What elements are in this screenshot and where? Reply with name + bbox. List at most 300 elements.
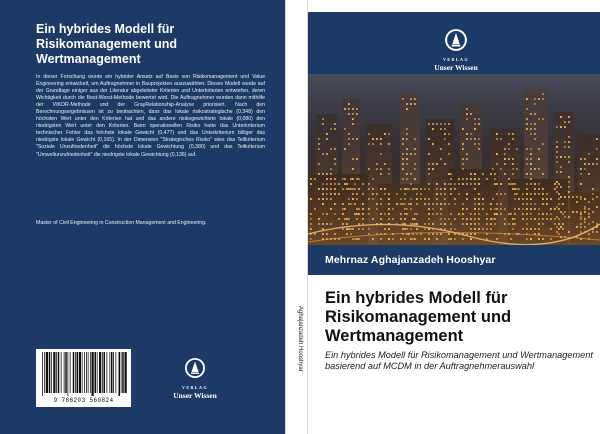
lit-window xyxy=(326,193,328,195)
lit-window xyxy=(514,183,516,185)
lit-window xyxy=(572,196,574,198)
lit-window xyxy=(318,223,320,225)
lit-window xyxy=(470,213,472,215)
lit-window xyxy=(346,233,348,235)
lit-window xyxy=(596,196,598,198)
lit-window xyxy=(462,218,464,220)
lit-window xyxy=(404,218,406,220)
lit-window xyxy=(474,218,476,220)
lit-window xyxy=(580,213,582,215)
lit-window xyxy=(482,228,484,230)
lit-window xyxy=(402,153,404,155)
lit-window xyxy=(310,213,312,215)
lit-window xyxy=(444,123,446,125)
isbn-barcode xyxy=(36,349,131,407)
lit-window xyxy=(444,163,446,165)
lit-window xyxy=(408,203,410,205)
lit-window xyxy=(330,128,332,130)
lit-window xyxy=(414,213,416,215)
lit-window xyxy=(388,218,390,220)
lit-window xyxy=(334,128,336,130)
lit-window xyxy=(344,218,346,220)
lit-window xyxy=(504,163,506,165)
lit-window xyxy=(372,188,374,190)
lit-window xyxy=(330,188,332,190)
lit-window xyxy=(584,221,586,223)
lit-window xyxy=(368,208,370,210)
lit-window xyxy=(384,193,386,195)
lit-window xyxy=(444,223,446,225)
lit-window xyxy=(318,218,320,220)
lit-window xyxy=(538,193,540,195)
lit-window xyxy=(568,121,570,123)
lit-window xyxy=(462,168,464,170)
lit-window xyxy=(338,193,340,195)
lit-window xyxy=(560,156,562,158)
lit-window xyxy=(384,163,386,165)
lit-window xyxy=(326,133,328,135)
lit-window xyxy=(470,173,472,175)
lit-window xyxy=(558,218,560,220)
lit-window xyxy=(568,146,570,148)
lit-window xyxy=(504,153,506,155)
lit-window xyxy=(380,213,382,215)
lit-window xyxy=(338,183,340,185)
lit-window xyxy=(470,183,472,185)
lit-window xyxy=(342,228,344,230)
lit-window xyxy=(406,178,408,180)
lit-window xyxy=(568,196,570,198)
publisher-tagline: VERLAG xyxy=(181,385,209,390)
lit-window xyxy=(448,173,450,175)
lit-window xyxy=(310,223,312,225)
lit-window xyxy=(428,163,430,165)
lit-window xyxy=(546,198,548,200)
lit-window xyxy=(356,108,358,110)
lit-window xyxy=(474,203,476,205)
lit-window xyxy=(356,238,358,240)
lit-window xyxy=(486,213,488,215)
lit-window xyxy=(560,226,562,228)
lit-window xyxy=(500,168,502,170)
lit-window xyxy=(538,98,540,100)
lit-window xyxy=(380,153,382,155)
lit-window xyxy=(550,218,552,220)
lit-window xyxy=(504,208,506,210)
lit-window xyxy=(440,123,442,125)
lit-window xyxy=(362,183,364,185)
lit-window xyxy=(526,223,528,225)
lit-window xyxy=(530,113,532,115)
lit-window xyxy=(310,218,312,220)
lit-window xyxy=(344,208,346,210)
lit-window xyxy=(448,203,450,205)
lit-window xyxy=(478,203,480,205)
lit-window xyxy=(448,183,450,185)
lit-window xyxy=(410,203,412,205)
lit-window xyxy=(564,211,566,213)
lit-window xyxy=(462,203,464,205)
lit-window xyxy=(330,198,332,200)
lit-window xyxy=(466,113,468,115)
lit-window xyxy=(406,138,408,140)
lit-window xyxy=(368,188,370,190)
lit-window xyxy=(546,213,548,215)
lit-window xyxy=(522,213,524,215)
lit-window xyxy=(406,103,408,105)
lit-window xyxy=(416,203,418,205)
lit-window xyxy=(380,198,382,200)
lit-window xyxy=(534,128,536,130)
lit-window xyxy=(580,196,582,198)
lit-window xyxy=(400,203,402,205)
lit-window xyxy=(534,133,536,135)
lit-window xyxy=(454,183,456,185)
lit-window xyxy=(564,126,566,128)
barcode-bar xyxy=(75,352,76,393)
lit-window xyxy=(420,198,422,200)
city-night-photo xyxy=(308,74,600,245)
barcode-bar xyxy=(53,352,55,393)
lit-window xyxy=(322,188,324,190)
lit-window xyxy=(556,161,558,163)
lit-window xyxy=(466,178,468,180)
lit-window xyxy=(474,213,476,215)
lit-window xyxy=(580,223,582,225)
lit-window xyxy=(440,193,442,195)
lit-window xyxy=(478,123,480,125)
lit-window xyxy=(508,178,510,180)
lit-window xyxy=(514,218,516,220)
lit-window xyxy=(596,163,598,165)
lit-window xyxy=(444,198,446,200)
lit-window xyxy=(522,218,524,220)
lit-window xyxy=(358,188,360,190)
lit-window xyxy=(556,156,558,158)
lit-window xyxy=(416,193,418,195)
lit-window xyxy=(486,228,488,230)
lit-window xyxy=(538,158,540,160)
lit-window xyxy=(534,183,536,185)
lit-window xyxy=(562,223,564,225)
lit-window xyxy=(500,193,502,195)
lit-window xyxy=(454,238,456,240)
lit-window xyxy=(402,158,404,160)
barcode-bar xyxy=(56,352,57,393)
lit-window xyxy=(558,193,560,195)
lit-window xyxy=(414,223,416,225)
lit-window xyxy=(538,213,540,215)
lit-window xyxy=(404,193,406,195)
lit-window xyxy=(500,183,502,185)
barcode-bar xyxy=(102,352,103,393)
lit-window xyxy=(558,228,560,230)
lit-window xyxy=(362,218,364,220)
lit-window xyxy=(478,138,480,140)
lit-window xyxy=(490,208,492,210)
lit-window xyxy=(354,238,356,240)
lit-window xyxy=(538,228,540,230)
lit-window xyxy=(342,223,344,225)
lit-window xyxy=(428,123,430,125)
lit-window xyxy=(542,198,544,200)
lit-window xyxy=(412,238,414,240)
back-cover xyxy=(0,0,285,434)
lit-window xyxy=(412,218,414,220)
lit-window xyxy=(400,238,402,240)
lit-window xyxy=(526,98,528,100)
lit-window xyxy=(474,208,476,210)
lit-window xyxy=(454,218,456,220)
lit-window xyxy=(396,193,398,195)
lit-window xyxy=(546,203,548,205)
lit-window xyxy=(588,201,590,203)
lit-window xyxy=(410,223,412,225)
lit-window xyxy=(474,228,476,230)
lit-window xyxy=(580,216,582,218)
lit-window xyxy=(494,173,496,175)
lit-window xyxy=(362,203,364,205)
author-band xyxy=(308,245,600,275)
lit-window xyxy=(410,238,412,240)
lit-window xyxy=(330,193,332,195)
lit-window xyxy=(508,183,510,185)
lit-window xyxy=(410,103,412,105)
lit-window xyxy=(322,203,324,205)
lit-window xyxy=(588,163,590,165)
lit-window xyxy=(322,228,324,230)
lit-window xyxy=(530,148,532,150)
lit-window xyxy=(406,148,408,150)
lit-window xyxy=(474,188,476,190)
barcode-bar xyxy=(111,352,113,393)
lit-window xyxy=(526,193,528,195)
lit-window xyxy=(334,213,336,215)
lit-window xyxy=(372,178,374,180)
lit-window xyxy=(404,198,406,200)
lit-window xyxy=(358,238,360,240)
lit-window xyxy=(350,228,352,230)
lit-window xyxy=(558,223,560,225)
lit-window xyxy=(406,173,408,175)
lit-window xyxy=(388,133,390,135)
lit-window xyxy=(400,198,402,200)
lit-window xyxy=(522,193,524,195)
lit-window xyxy=(596,223,598,225)
lit-window xyxy=(492,168,494,170)
lit-window xyxy=(538,118,540,120)
lit-window xyxy=(584,168,586,170)
lit-window xyxy=(466,153,468,155)
barcode-bar xyxy=(110,352,111,393)
lit-window xyxy=(358,213,360,215)
lit-window xyxy=(494,218,496,220)
lit-window xyxy=(592,193,594,195)
lit-window xyxy=(414,178,416,180)
lit-window xyxy=(440,223,442,225)
lit-window xyxy=(326,138,328,140)
lit-window xyxy=(348,198,350,200)
lit-window xyxy=(474,198,476,200)
lit-window xyxy=(556,151,558,153)
lit-window xyxy=(556,171,558,173)
lit-window xyxy=(424,198,426,200)
lit-window xyxy=(448,238,450,240)
lit-window xyxy=(466,233,468,235)
lit-window xyxy=(534,123,536,125)
lit-window xyxy=(326,178,328,180)
lit-window xyxy=(352,228,354,230)
lit-window xyxy=(556,226,558,228)
lit-window xyxy=(526,228,528,230)
lit-window xyxy=(542,203,544,205)
lit-window xyxy=(440,158,442,160)
lit-window xyxy=(358,228,360,230)
lit-window xyxy=(322,233,324,235)
lit-window xyxy=(512,168,514,170)
lit-window xyxy=(530,153,532,155)
back-publisher-logo xyxy=(170,357,220,400)
lit-window xyxy=(530,173,532,175)
lit-window xyxy=(372,238,374,240)
lit-window xyxy=(596,138,598,140)
lit-window xyxy=(512,133,514,135)
lit-window xyxy=(470,178,472,180)
lit-window xyxy=(414,168,416,170)
lit-window xyxy=(334,148,336,150)
lit-window xyxy=(580,168,582,170)
publisher-name: Unser Wissen xyxy=(173,391,217,400)
lit-window xyxy=(384,133,386,135)
lit-window xyxy=(424,238,426,240)
lit-window xyxy=(560,211,562,213)
lit-window xyxy=(584,206,586,208)
lit-window xyxy=(562,228,564,230)
lit-window xyxy=(504,223,506,225)
lit-window xyxy=(478,143,480,145)
lit-window xyxy=(352,123,354,125)
lit-window xyxy=(334,193,336,195)
lit-window xyxy=(474,118,476,120)
lit-window xyxy=(402,98,404,100)
lit-window xyxy=(380,218,382,220)
lit-window xyxy=(432,163,434,165)
lit-window xyxy=(380,138,382,140)
lit-window xyxy=(568,176,570,178)
lit-window xyxy=(356,113,358,115)
lit-window xyxy=(588,153,590,155)
lit-window xyxy=(538,148,540,150)
lit-window xyxy=(450,223,452,225)
lit-window xyxy=(414,218,416,220)
lit-window xyxy=(534,208,536,210)
lit-window xyxy=(402,138,404,140)
lit-window xyxy=(352,158,354,160)
lit-window xyxy=(334,233,336,235)
lit-window xyxy=(596,158,598,160)
lit-window xyxy=(474,173,476,175)
lit-window xyxy=(534,168,536,170)
lit-window xyxy=(526,108,528,110)
lit-window xyxy=(462,223,464,225)
lit-window xyxy=(550,213,552,215)
lit-window xyxy=(330,208,332,210)
lit-window xyxy=(510,183,512,185)
lit-window xyxy=(410,173,412,175)
lit-window xyxy=(496,213,498,215)
lit-window xyxy=(448,218,450,220)
lit-window xyxy=(494,183,496,185)
lit-window xyxy=(474,178,476,180)
lit-window xyxy=(584,163,586,165)
lit-window xyxy=(436,233,438,235)
lit-window xyxy=(376,163,378,165)
barcode-bar xyxy=(125,352,127,393)
lit-window xyxy=(530,198,532,200)
lit-window xyxy=(380,203,382,205)
lit-window xyxy=(490,223,492,225)
lit-window xyxy=(358,178,360,180)
lit-window xyxy=(352,193,354,195)
lit-window xyxy=(346,223,348,225)
lit-window xyxy=(512,138,514,140)
barcode-bar xyxy=(90,352,91,393)
lit-window xyxy=(560,116,562,118)
lit-window xyxy=(404,208,406,210)
lit-window xyxy=(388,173,390,175)
lit-window xyxy=(466,218,468,220)
lit-window xyxy=(584,208,586,210)
lit-window xyxy=(406,188,408,190)
lit-window xyxy=(462,178,464,180)
barcode-bar xyxy=(65,352,67,393)
lit-window xyxy=(352,113,354,115)
lit-window xyxy=(458,183,460,185)
lit-window xyxy=(348,228,350,230)
lit-window xyxy=(400,218,402,220)
lit-window xyxy=(592,163,594,165)
lit-window xyxy=(530,218,532,220)
lit-window xyxy=(556,186,558,188)
lit-window xyxy=(388,203,390,205)
lit-window xyxy=(504,193,506,195)
lit-window xyxy=(410,198,412,200)
barcode-bar xyxy=(70,352,71,393)
lit-window xyxy=(450,228,452,230)
lit-window xyxy=(534,203,536,205)
publisher-seal-icon xyxy=(444,28,468,52)
lit-window xyxy=(542,193,544,195)
lit-window xyxy=(362,193,364,195)
lit-window xyxy=(432,143,434,145)
lit-window xyxy=(322,213,324,215)
lit-window xyxy=(584,198,586,200)
lit-window xyxy=(494,213,496,215)
lit-window xyxy=(470,138,472,140)
lit-window xyxy=(516,168,518,170)
lit-window xyxy=(448,143,450,145)
lit-window xyxy=(448,123,450,125)
lit-window xyxy=(580,198,582,200)
lit-window xyxy=(564,196,566,198)
lit-window xyxy=(350,178,352,180)
lit-window xyxy=(348,188,350,190)
lit-window xyxy=(530,168,532,170)
lit-window xyxy=(494,223,496,225)
lit-window xyxy=(550,238,552,240)
lit-window xyxy=(444,203,446,205)
lit-window xyxy=(376,138,378,140)
